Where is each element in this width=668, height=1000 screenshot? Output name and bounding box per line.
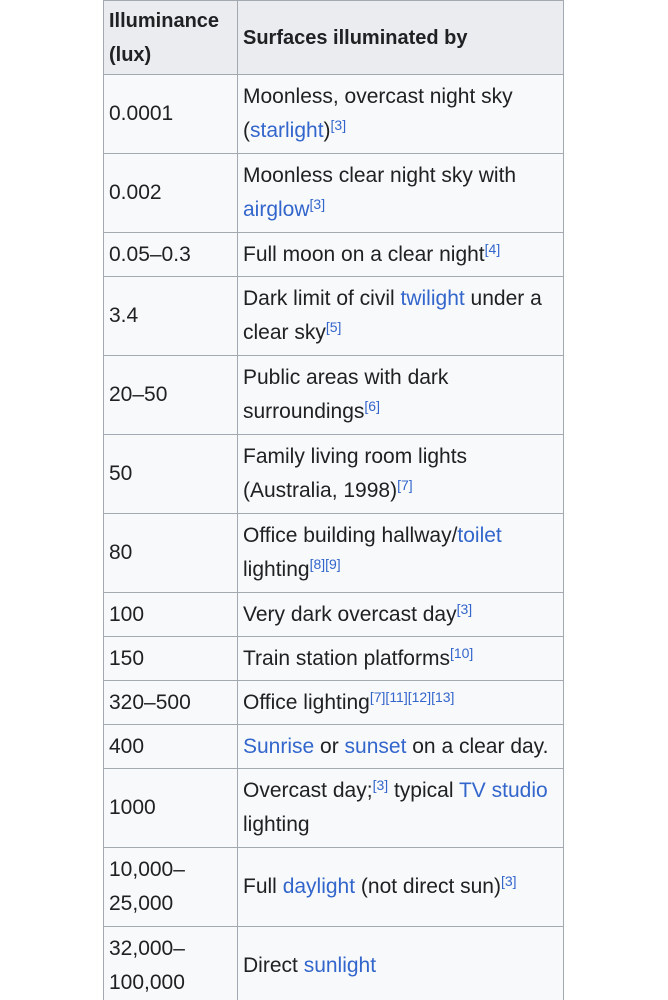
surface-cell	[238, 75, 564, 154]
surface-cell	[238, 927, 564, 1000]
illuminance-table	[103, 0, 564, 1000]
lux-cell: 0.05–0.3	[104, 233, 238, 277]
surface-text: Family living room lights (Australia, 1998)	[243, 445, 468, 502]
lux-cell: 150	[104, 637, 238, 681]
lux-cell: 80	[104, 514, 238, 593]
table-row	[104, 927, 564, 1000]
table-row	[104, 681, 564, 725]
reference-link[interactable]: [5]	[325, 319, 342, 335]
lux-cell: 50	[104, 435, 238, 514]
surface-text: Overcast day;	[243, 779, 373, 802]
reference-link[interactable]: [3]	[309, 196, 326, 212]
reference-link[interactable]: [3]	[330, 117, 347, 133]
lux-cell: 20–50	[104, 356, 238, 435]
column-header-illuminance[interactable]: Illuminance (lux)	[104, 1, 238, 75]
surface-cell	[238, 848, 564, 927]
reference-link[interactable]: [10]	[449, 644, 474, 661]
surface-text: or	[314, 734, 345, 758]
surface-cell	[238, 769, 564, 848]
surface-text: Full moon on a clear night	[243, 242, 485, 266]
table-row	[104, 356, 564, 435]
reference-link[interactable]: [3]	[372, 777, 389, 793]
reference-link[interactable]: [6]	[364, 398, 380, 414]
surface-cell	[238, 277, 564, 356]
surface-text: Office lighting	[243, 690, 370, 714]
surface-text: (not direct sun)	[355, 875, 501, 898]
table-row	[104, 725, 564, 769]
table-row	[104, 848, 564, 927]
surface-cell	[238, 233, 564, 277]
lux-cell: 3.4	[104, 277, 238, 356]
lux-cell: 10,000–25,000	[104, 848, 238, 927]
reference-link[interactable]: [7]	[397, 477, 413, 493]
table-row	[104, 435, 564, 514]
surface-cell	[238, 435, 564, 514]
daylight-link[interactable]: daylight	[282, 875, 356, 898]
table-row	[104, 514, 564, 593]
surface-text: Public areas with dark surroundings	[243, 366, 449, 423]
surface-cell	[238, 356, 564, 435]
sunlight-link[interactable]: sunlight	[303, 954, 377, 977]
surface-text: lighting	[243, 813, 310, 836]
sunrise-link[interactable]: Sunrise	[243, 734, 315, 758]
lux-cell: 1000	[104, 769, 238, 848]
surface-cell	[238, 725, 564, 769]
lux-cell: 100	[104, 593, 238, 637]
surface-cell	[238, 681, 564, 725]
table-row	[104, 154, 564, 233]
surface-text: Office building hallway/	[243, 524, 458, 547]
surface-text: typical	[388, 779, 459, 802]
table-row	[104, 277, 564, 356]
lux-cell: 320–500	[104, 681, 238, 725]
reference-link[interactable]: [4]	[484, 240, 501, 257]
lux-cell: 400	[104, 725, 238, 769]
table-row	[104, 637, 564, 681]
surface-cell	[238, 154, 564, 233]
table-row	[104, 75, 564, 154]
reference-link[interactable]: [3]	[456, 600, 473, 617]
table-header-row	[104, 1, 564, 75]
toilet-link[interactable]: toilet	[457, 524, 502, 547]
lux-cell: 0.002	[104, 154, 238, 233]
starlight-link[interactable]: starlight	[250, 119, 324, 142]
surface-text: Train station platforms	[243, 646, 450, 670]
table-row	[104, 593, 564, 637]
sunset-link[interactable]: sunset	[344, 734, 407, 758]
surface-text: Dark limit of civil	[243, 287, 401, 310]
surface-text: Moonless clear night sky with	[243, 164, 517, 187]
surface-cell	[238, 593, 564, 637]
surface-text: Moonless, overcast night sky (	[243, 85, 513, 142]
reference-link[interactable]: [8][9]	[309, 556, 341, 572]
surface-cell	[238, 514, 564, 593]
surface-text: under a clear sky	[243, 287, 542, 344]
surface-text: Direct	[243, 954, 304, 977]
airglow-link[interactable]: airglow	[243, 198, 310, 221]
lux-cell: 0.0001	[104, 75, 238, 154]
column-header-surfaces[interactable]: Surfaces illuminated by	[238, 1, 564, 75]
lux-cell: 32,000–100,000	[104, 927, 238, 1000]
surface-cell	[238, 637, 564, 681]
tv-studio-link[interactable]: TV studio	[458, 779, 548, 802]
reference-link[interactable]: [7][11][12][13]	[369, 688, 455, 705]
surface-text: Full	[243, 875, 283, 898]
surface-text: lighting	[243, 558, 310, 581]
reference-link[interactable]: [3]	[500, 873, 517, 889]
surface-text: Very dark overcast day	[243, 602, 457, 626]
surface-text: )	[323, 119, 331, 142]
table-row	[104, 769, 564, 848]
surface-text: on a clear day.	[406, 734, 549, 758]
table-row	[104, 233, 564, 277]
twilight-link[interactable]: twilight	[400, 287, 465, 310]
